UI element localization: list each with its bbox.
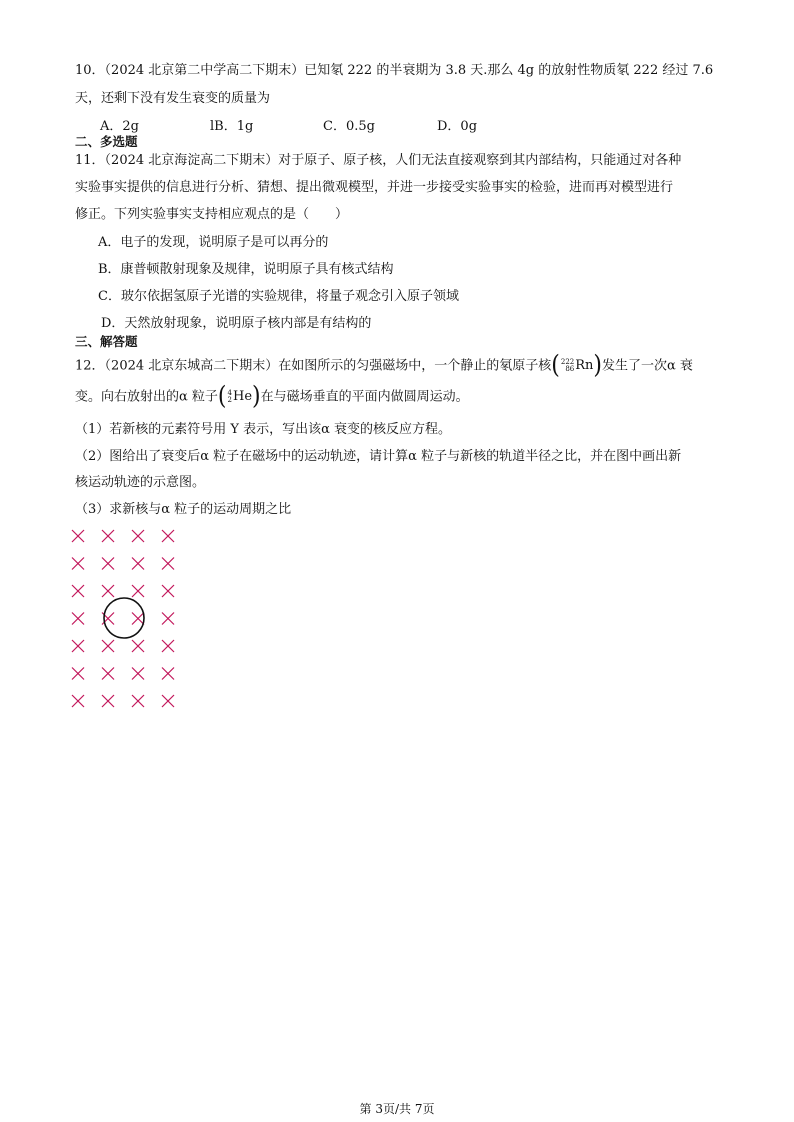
- field-cross-icon: [72, 585, 84, 597]
- field-cross-icon: [162, 585, 174, 597]
- field-cross-icon: [132, 613, 144, 625]
- field-cross-icon: [72, 558, 84, 570]
- field-cross-icon: [102, 558, 114, 570]
- field-cross-icon: [102, 585, 114, 597]
- section-heading-multiple-choice: 二、多选题: [75, 134, 138, 149]
- helium-atomic-number: 2: [227, 396, 232, 404]
- field-cross-icon: [162, 558, 174, 570]
- field-cross-icon: [162, 640, 174, 652]
- field-cross-icon: [72, 695, 84, 707]
- q11-line2: 实验事实提供的信息进行分析、猜想、提出微观模型，并进一步接受实验事实的检验，进而再对模型进行: [75, 180, 674, 195]
- field-cross-icon: [132, 530, 144, 542]
- radon-atomic-number: 86: [565, 365, 575, 373]
- q12-line1-tail: 发生了一次α 衰: [602, 358, 693, 374]
- field-cross-icon: [72, 668, 84, 680]
- q10-option-b[interactable]: lB．1g: [210, 119, 254, 134]
- field-cross-icon: [102, 668, 114, 680]
- field-cross-icon: [132, 640, 144, 652]
- q12-sub2-line1: （2）图给出了衰变后α 粒子在磁场中的运动轨迹，请计算α 粒子与新核的轨道半径之比，并在图中画出新: [75, 449, 682, 464]
- field-cross-icon: [102, 530, 114, 542]
- field-cross-icon: [102, 695, 114, 707]
- field-cross-icon: [162, 668, 174, 680]
- q10-line1: 10．（2024 北京第二中学高二下期末）已知氡 222 的半衰期为 3.8 天.那么 4g 的放射性物质氡 222 经过 7.6: [75, 63, 714, 78]
- field-cross-icon: [162, 530, 174, 542]
- field-cross-icon: [132, 585, 144, 597]
- helium-nuclide: ( 4 2 He ): [217, 382, 261, 411]
- q12-line2: [75, 382, 469, 411]
- q10-line2: 天，还剩下没有发生衰变的质量为: [75, 91, 271, 106]
- field-cross-icon: [132, 668, 144, 680]
- q12-sub1: （1）若新核的元素符号用 Y 表示，写出该α 衰变的核反应方程。: [75, 422, 452, 437]
- q12-line2-text: 变。向右放射出的α 粒子: [75, 389, 218, 405]
- q12-line1: [75, 351, 693, 380]
- q12-line1-text: 12．（2024 北京东城高二下期末）在如图所示的匀强磁场中，一个静止的氡原子核: [75, 358, 552, 374]
- q10-option-d[interactable]: D．0g: [437, 119, 478, 134]
- q11-option-b[interactable]: B．康普顿散射现象及规律，说明原子具有核式结构: [98, 262, 394, 277]
- radon-nuclide: ( 222 86 Rn ): [551, 351, 602, 380]
- q10-option-a[interactable]: A．2g: [100, 119, 139, 134]
- q12-line2-tail: 在与磁场垂直的平面内做圆周运动。: [260, 389, 469, 405]
- q10-option-c[interactable]: C．0.5g: [323, 119, 375, 134]
- q11-line3: 修正。下列实验事实支持相应观点的是（ ）: [75, 207, 349, 222]
- section-heading-answer: 三、解答题: [75, 334, 138, 349]
- field-cross-icon: [132, 558, 144, 570]
- field-cross-icon: [72, 640, 84, 652]
- field-cross-icon: [72, 530, 84, 542]
- magnetic-field-figure: [68, 525, 188, 715]
- radon-symbol: Rn: [575, 358, 594, 373]
- q11-option-a[interactable]: A．电子的发现，说明原子是可以再分的: [98, 235, 329, 250]
- q12-sub3: （3）求新核与α 粒子的运动周期之比: [75, 502, 292, 517]
- q11-option-d[interactable]: D．天然放射现象，说明原子核内部是有结构的: [101, 316, 372, 331]
- field-cross-icon: [102, 640, 114, 652]
- field-cross-icon: [132, 695, 144, 707]
- helium-mass-number: 4: [227, 389, 232, 397]
- q11-option-c[interactable]: C．玻尔依据氢原子光谱的实验规律，将量子观念引入原子领域: [98, 289, 459, 304]
- q12-sub2-line2: 核运动轨迹的示意图。: [75, 475, 206, 490]
- radon-mass-number: 222: [560, 358, 575, 366]
- field-cross-icon: [162, 695, 174, 707]
- helium-symbol: He: [232, 389, 253, 404]
- page-footer: 第 3页/共 7页: [359, 1102, 435, 1116]
- field-cross-icon: [72, 613, 84, 625]
- field-cross-icon: [162, 613, 174, 625]
- q11-line1: 11．（2024 北京海淀高二下期末）对于原子、原子核，人们无法直接观察到其内部结构，只能通过对各种: [75, 153, 682, 168]
